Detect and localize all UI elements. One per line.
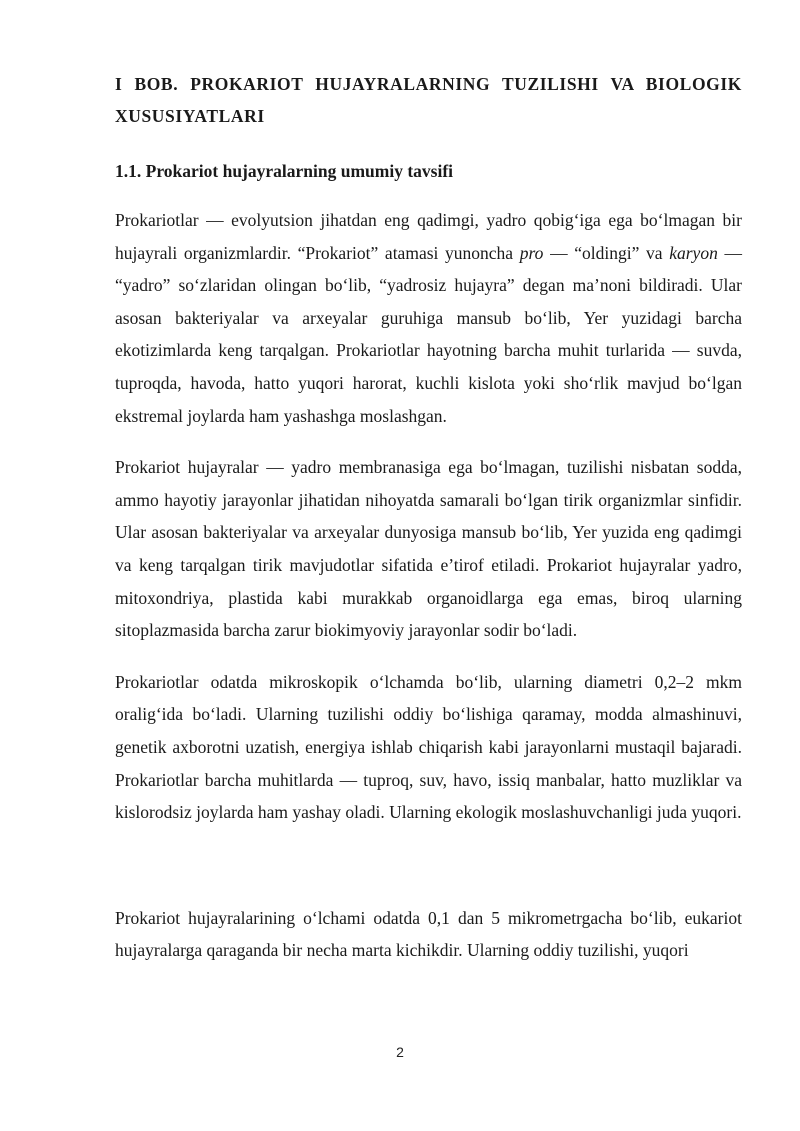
term-karyon: karyon xyxy=(669,242,718,263)
paragraph-3: Prokariotlar odatda mikroskopik o‘lchamda bo‘lib, ularning diametri 0,2–2 mkm oralig‘ida bo‘ladi. Ularning tuzilishi oddiy bo‘lishiga qaramay, modda almashinuvi, genetik axborotni uzatish, energiya ishlab chiqarish kabi jarayonlarni mustaqil bajaradi. Prokariotlar barcha muhitlarda — tuproq, suv, havo, issiq manbalar, hatto muzliklar va kislorodsiz joylarda ham yashay oladi. Ularning ekologik moslashuvchanligi juda yuqori. xyxy=(115,671,742,823)
page-number: 2 xyxy=(396,1044,404,1060)
page-content xyxy=(115,68,742,967)
term-pro: pro xyxy=(519,242,544,263)
chapter-title: I BOB. PROKARIOT HUJAYRALARNING TUZILISHI VA BIOLOGIK XUSUSIYATLARI xyxy=(115,74,742,126)
paragraph-1-text-c: — “yadro” so‘zlaridan olingan bo‘lib, “yadrosiz hujayra” degan ma’noni bildiradi. Ular asosan bakteriyalar va arxeyalar guruhiga mansub bo‘lib, Yer yuzidagi barcha ekotizimlarda keng tarqalgan. Prokariotlar hayotning barcha muhit turlarida — suvda, tuproqda, havoda, hatto yuqori harorat, kuchli kislota yoki sho‘rlik mavjud bo‘lgan ekstremal joylarda ham yashashga moslashgan. xyxy=(115,242,742,426)
paragraph-1-text-b: — “oldingi” va xyxy=(543,242,670,263)
paragraph-1 xyxy=(115,204,742,432)
paragraph-1-text-a: Prokariotlar — evolyutsion jihatdan eng qadimgi, yadro qobig‘iga ega bo‘lmagan bir hujayrali organizmlardir. “Prokariot” atamasi yunoncha xyxy=(115,210,742,263)
paragraph-4: Prokariot hujayralarining o‘lchami odatda 0,1 dan 5 mikrometrgacha bo‘lib, eukariot hujayralarga qaraganda bir necha marta kichikdir. Ularning oddiy tuzilishi, yuqori xyxy=(115,907,742,961)
paragraph-2: Prokariot hujayralar — yadro membranasiga ega bo‘lmagan, tuzilishi nisbatan sodda, ammo hayotiy jarayonlar jihatidan nihoyatda samarali bo‘lgan tirik organizmlar sinfidir. Ular asosan bakteriyalar va arxeyalar dunyosiga mansub bo‘lib, Yer yuzida eng qadimgi va keng tarqalgan tirik mavjudotlar sifatida e’tirof etiladi. Prokariot hujayralar yadro, mitoxondriya, plastida kabi murakkab organoidlarga ega emas, biroq ularning sitoplazmasida barcha zarur biokimyoviy jarayonlar sodir bo‘ladi. xyxy=(115,457,742,641)
section-title: 1.1. Prokariot hujayralarning umumiy tavsifi xyxy=(115,161,454,181)
